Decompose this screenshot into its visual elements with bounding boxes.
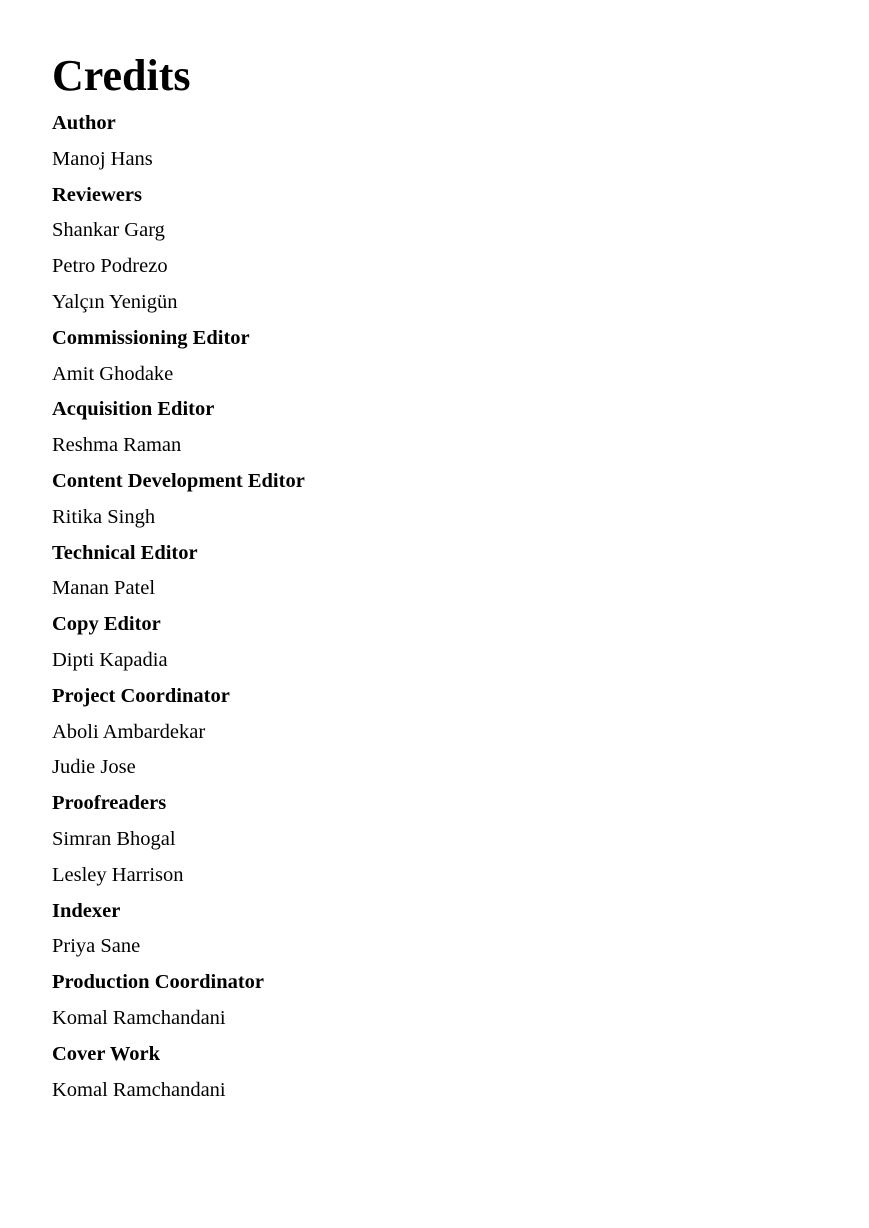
credit-role-heading: Author	[52, 112, 116, 134]
credit-role-heading: Indexer	[52, 899, 121, 922]
credit-person-name: Simran Bhogal	[52, 827, 176, 850]
credit-person-name: Petro Podrezo	[52, 255, 168, 278]
credit-role-heading: Cover Work	[52, 1042, 161, 1065]
credit-person-name: Lesley Harrison	[52, 863, 184, 886]
credit-role-heading: Commissioning Editor	[52, 326, 250, 349]
credit-person-name: Judie Jose	[52, 756, 136, 779]
credit-role-heading: Acquisition Editor	[52, 398, 215, 421]
credit-role-heading: Proofreaders	[52, 792, 167, 815]
credit-role-heading: Production Coordinator	[52, 971, 265, 994]
credits-page	[52, 50, 832, 1108]
credit-person-name: Amit Ghodake	[52, 362, 174, 385]
credit-role-heading: Copy Editor	[52, 613, 161, 636]
credit-person-name: Komal Ramchandani	[52, 1078, 226, 1101]
credits-list	[52, 106, 832, 1108]
credit-person-name: Reshma Raman	[52, 434, 182, 457]
credit-role-heading: Project Coordinator	[52, 684, 230, 707]
credit-role-heading: Content Development Editor	[52, 469, 305, 492]
credit-person-name: Manan Patel	[52, 577, 156, 600]
credit-person-name: Shankar Garg	[52, 219, 165, 242]
page-title: Credits	[52, 51, 191, 100]
credit-person-name: Aboli Ambardekar	[52, 720, 206, 743]
credit-person-name: Priya Sane	[52, 935, 141, 958]
credit-role-heading: Reviewers	[52, 183, 142, 206]
credit-person-name: Komal Ramchandani	[52, 1006, 226, 1029]
credit-person-name: Ritika Singh	[52, 505, 156, 528]
credit-person-name: Manoj Hans	[52, 147, 153, 170]
credit-person-name: Dipti Kapadia	[52, 648, 168, 671]
credit-person-name: Yalçın Yenigün	[52, 290, 178, 313]
credit-role-heading: Technical Editor	[52, 541, 198, 564]
